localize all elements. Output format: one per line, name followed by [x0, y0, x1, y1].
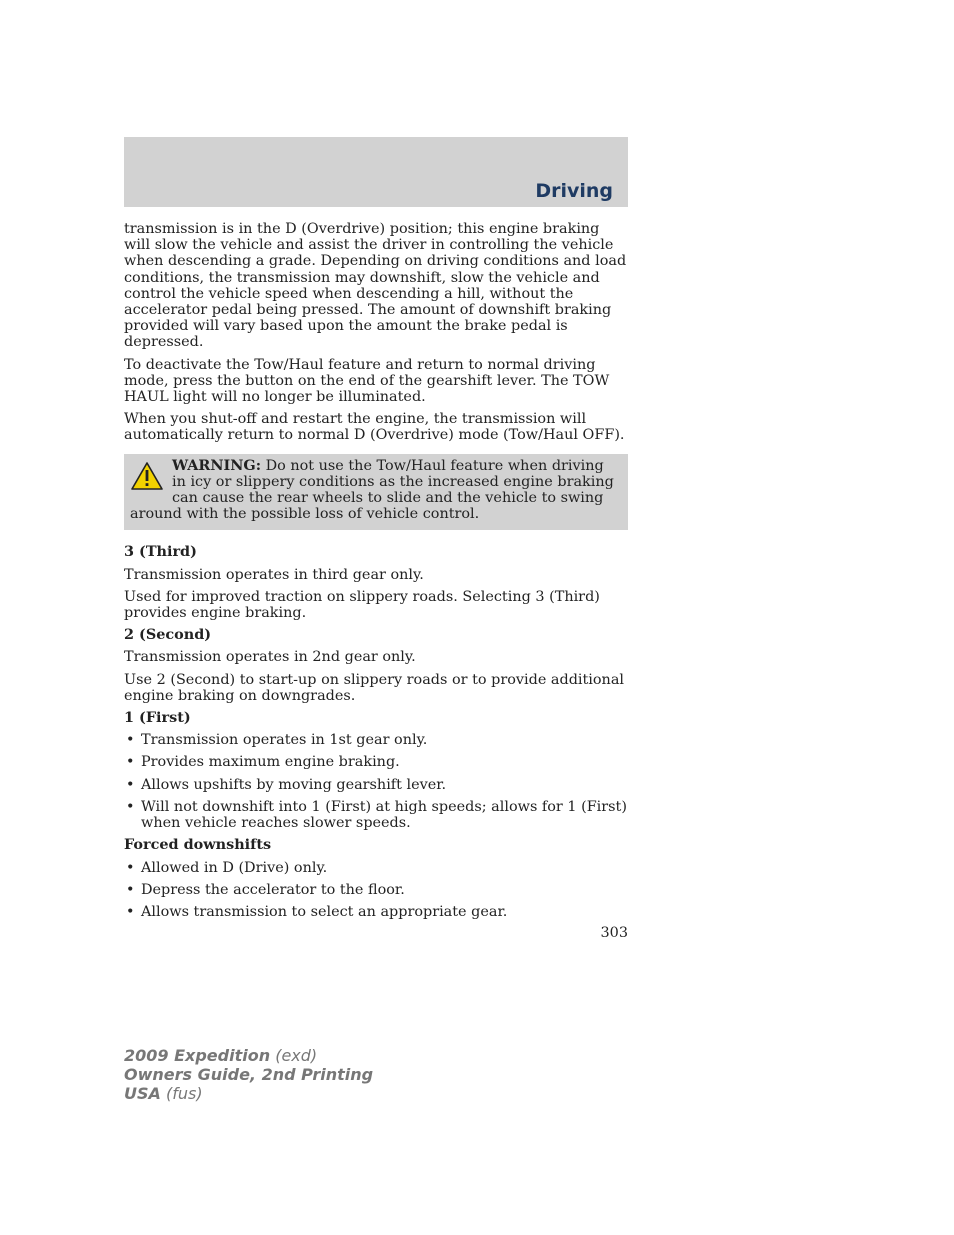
- bullet-icon: •: [126, 903, 135, 920]
- bullet-icon: •: [126, 798, 135, 815]
- paragraph: Transmission operates in third gear only.: [124, 566, 424, 583]
- paragraph: Used for improved traction on slippery roads. Selecting 3 (Third) provides engine braking.: [124, 588, 600, 622]
- warning-box: [124, 454, 628, 531]
- warning-text: Do not use the Tow/Haul feature when driving in icy or slippery conditions as the increased engine braking can cause the rear wheels to slide and the vehicle to swing around with the possible loss of vehicle control.: [130, 457, 614, 523]
- section-title: Driving: [535, 180, 613, 202]
- list-item: • Depress the accelerator to the floor.: [126, 881, 405, 898]
- document-footer: [124, 1046, 373, 1103]
- bullet-icon: •: [126, 754, 135, 771]
- page-content: [124, 221, 628, 926]
- heading-first: 1 (First): [124, 709, 191, 727]
- warning-label: WARNING:: [172, 456, 262, 474]
- page-number: 303: [600, 925, 628, 941]
- footer-line-3: USA (fus): [124, 1084, 203, 1103]
- list-item: • Provides maximum engine braking.: [126, 754, 400, 771]
- heading-second: 2 (Second): [124, 626, 212, 644]
- forced-downshift-list: [124, 860, 628, 921]
- heading-forced-downshifts: Forced downshifts: [124, 836, 272, 854]
- list-item: • Will not downshift into 1 (First) at high speeds; allows for 1 (First) when vehicle reaches slower speeds.: [126, 798, 627, 832]
- list-item: • Allowed in D (Drive) only.: [126, 859, 328, 876]
- section-header-band: [124, 137, 628, 207]
- bullet-icon: •: [126, 732, 135, 749]
- paragraph: transmission is in the D (Overdrive) position; this engine braking will slow the vehicle and assist the driver in controlling the vehicle when descending a grade. Depending on driving conditions and load conditions, the transmission may downshift, slow the vehicle and control the vehicle speed when descending a hill, without the accelerator pedal being pressed. The amount of downshift braking provided will vary based upon the amount the brake pedal is depressed.: [124, 221, 627, 351]
- bullet-icon: •: [126, 881, 135, 898]
- heading-third: 3 (Third): [124, 543, 197, 561]
- bullet-icon: •: [126, 859, 135, 876]
- list-item: • Allows transmission to select an appropriate gear.: [126, 903, 508, 920]
- list-item: • Allows upshifts by moving gearshift lever.: [126, 776, 447, 793]
- first-gear-list: [124, 732, 628, 831]
- footer-line-2: Owners Guide, 2nd Printing: [124, 1065, 374, 1084]
- bullet-icon: •: [126, 776, 135, 793]
- paragraph: To deactivate the Tow/Haul feature and return to normal driving mode, press the button on the end of the gearshift lever. The TOW HAUL light will no longer be illuminated.: [124, 356, 610, 406]
- warning-triangle-icon: [130, 461, 164, 491]
- list-item: • Transmission operates in 1st gear only.: [126, 732, 428, 749]
- footer-line-1: 2009 Expedition (exd): [124, 1046, 318, 1065]
- paragraph: Use 2 (Second) to start-up on slippery roads or to provide additional engine braking on downgrades.: [124, 671, 625, 704]
- paragraph: Transmission operates in 2nd gear only.: [124, 649, 416, 666]
- paragraph: When you shut-off and restart the engine, the transmission will automatically return to normal D (Overdrive) mode (Tow/Haul OFF).: [124, 411, 625, 444]
